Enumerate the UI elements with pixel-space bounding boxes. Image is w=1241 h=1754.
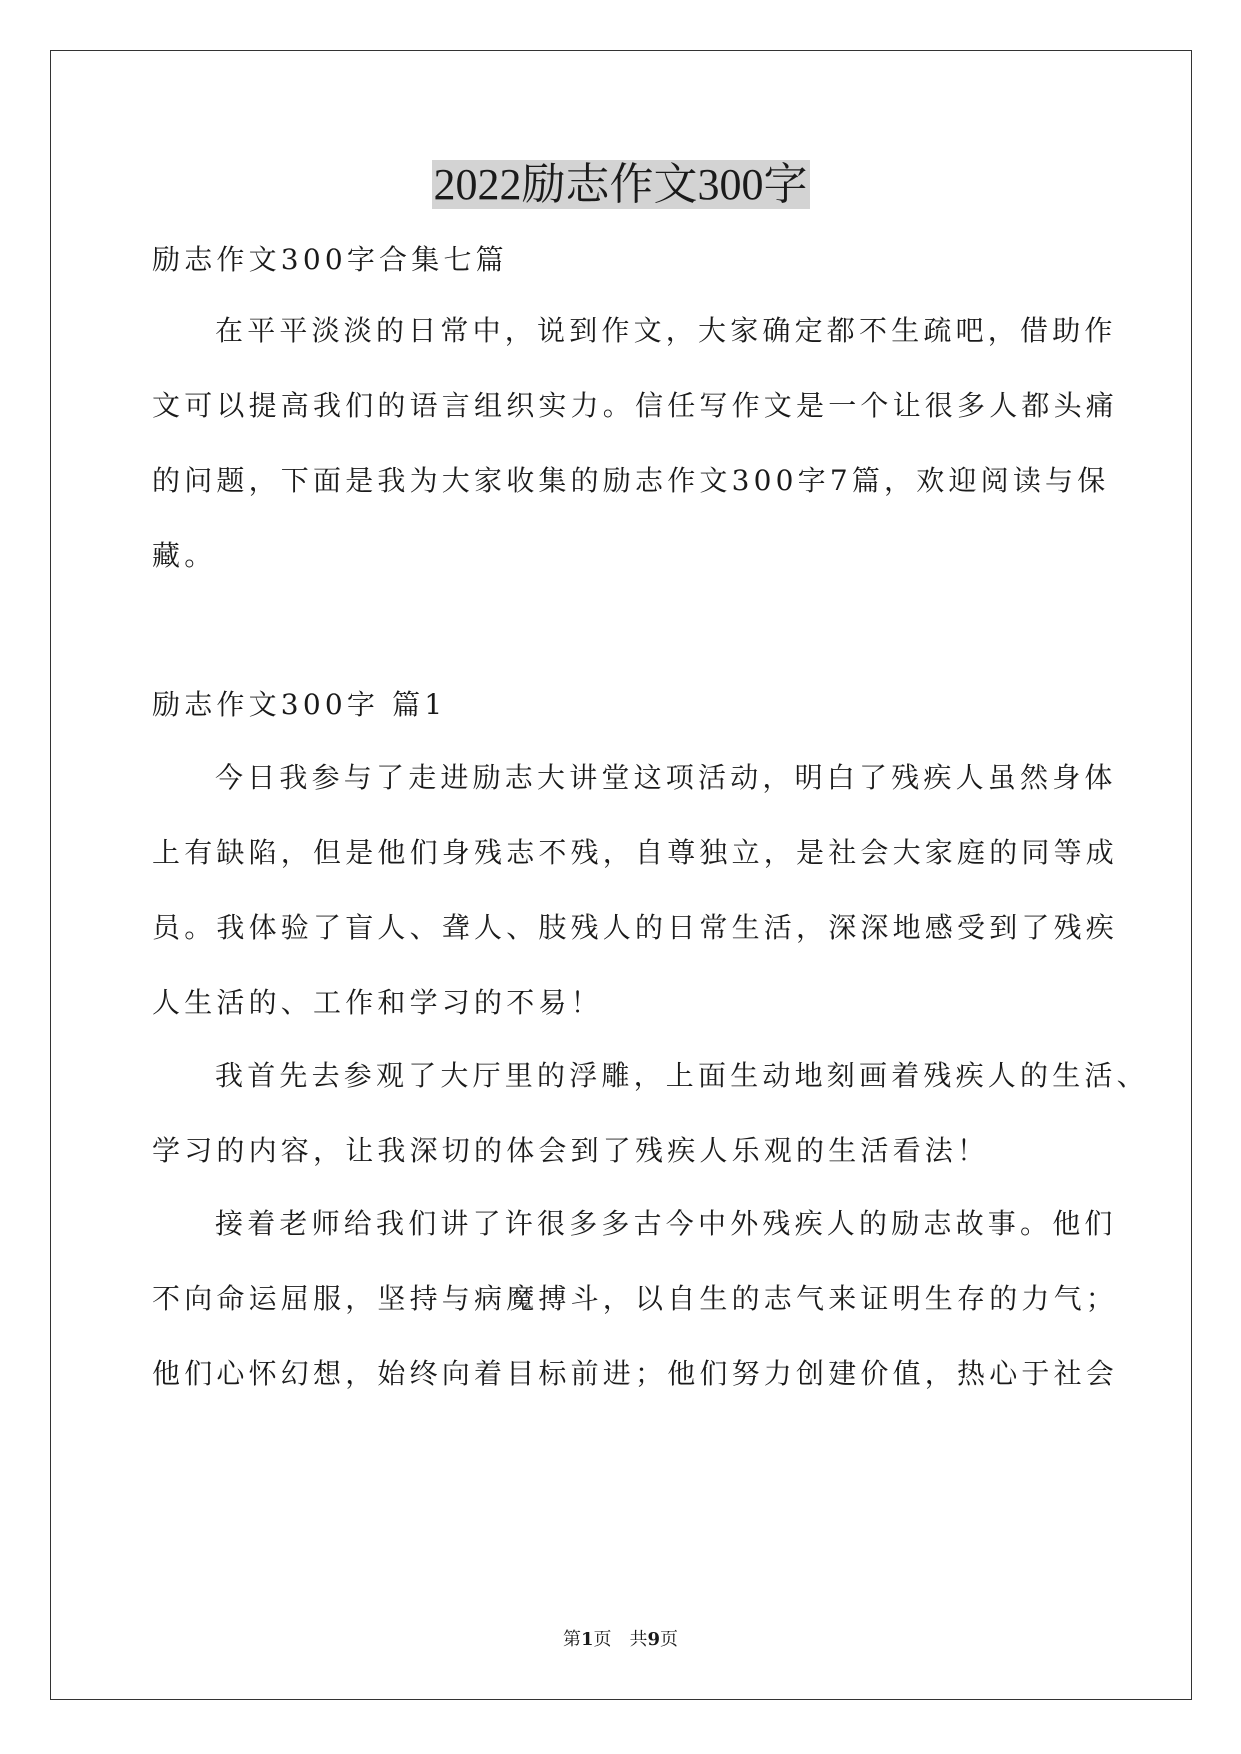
paragraph-line: 今日我参与了走进励志大讲堂这项活动，明白了残疾人虽然身体 (215, 761, 1117, 794)
current-page-number: 1 (580, 1629, 594, 1650)
footer-mid: 页 共 (593, 1629, 648, 1650)
paragraph-line: 不向命运屈服，坚持与病魔搏斗，以自生的志气来证明生存的力气； (152, 1282, 1119, 1315)
footer-prefix: 第 (562, 1629, 581, 1650)
section-heading: 励志作文300字 篇1 (152, 688, 447, 721)
title-text: 2022励志作文300字 (433, 160, 808, 209)
paragraph-line: 员。我体验了盲人、聋人、肢残人的日常生活，深深地感受到了残疾 (152, 911, 1119, 944)
paragraph-line: 上有缺陷，但是他们身残志不残，自尊独立，是社会大家庭的同等成 (152, 836, 1119, 869)
subtitle: 励志作文300字合集七篇 (152, 243, 508, 276)
paragraph-line: 接着老师给我们讲了许很多多古今中外残疾人的励志故事。他们 (215, 1207, 1117, 1240)
page-footer (0, 1628, 1241, 1652)
footer-suffix: 页 (660, 1629, 679, 1650)
paragraph-line: 的问题，下面是我为大家收集的励志作文300字7篇，欢迎阅读与保 (152, 464, 1110, 497)
paragraph-line: 文可以提高我们的语言组织实力。信任写作文是一个让很多人都头痛 (152, 389, 1119, 422)
paragraph-line: 他们心怀幻想，始终向着目标前进；他们努力创建价值，热心于社会 (152, 1357, 1119, 1390)
total-page-number: 9 (647, 1629, 661, 1650)
paragraph-line: 在平平淡淡的日常中，说到作文，大家确定都不生疏吧，借助作 (215, 314, 1117, 347)
document-title (0, 155, 1241, 215)
page-border (50, 50, 1192, 1700)
paragraph-line: 我首先去参观了大厅里的浮雕，上面生动地刻画着残疾人的生活、 (215, 1059, 1149, 1092)
paragraph-line: 藏。 (152, 539, 217, 572)
paragraph-line: 人生活的、工作和学习的不易！ (152, 986, 603, 1019)
paragraph-line: 学习的内容，让我深切的体会到了残疾人乐观的生活看法！ (152, 1134, 990, 1167)
